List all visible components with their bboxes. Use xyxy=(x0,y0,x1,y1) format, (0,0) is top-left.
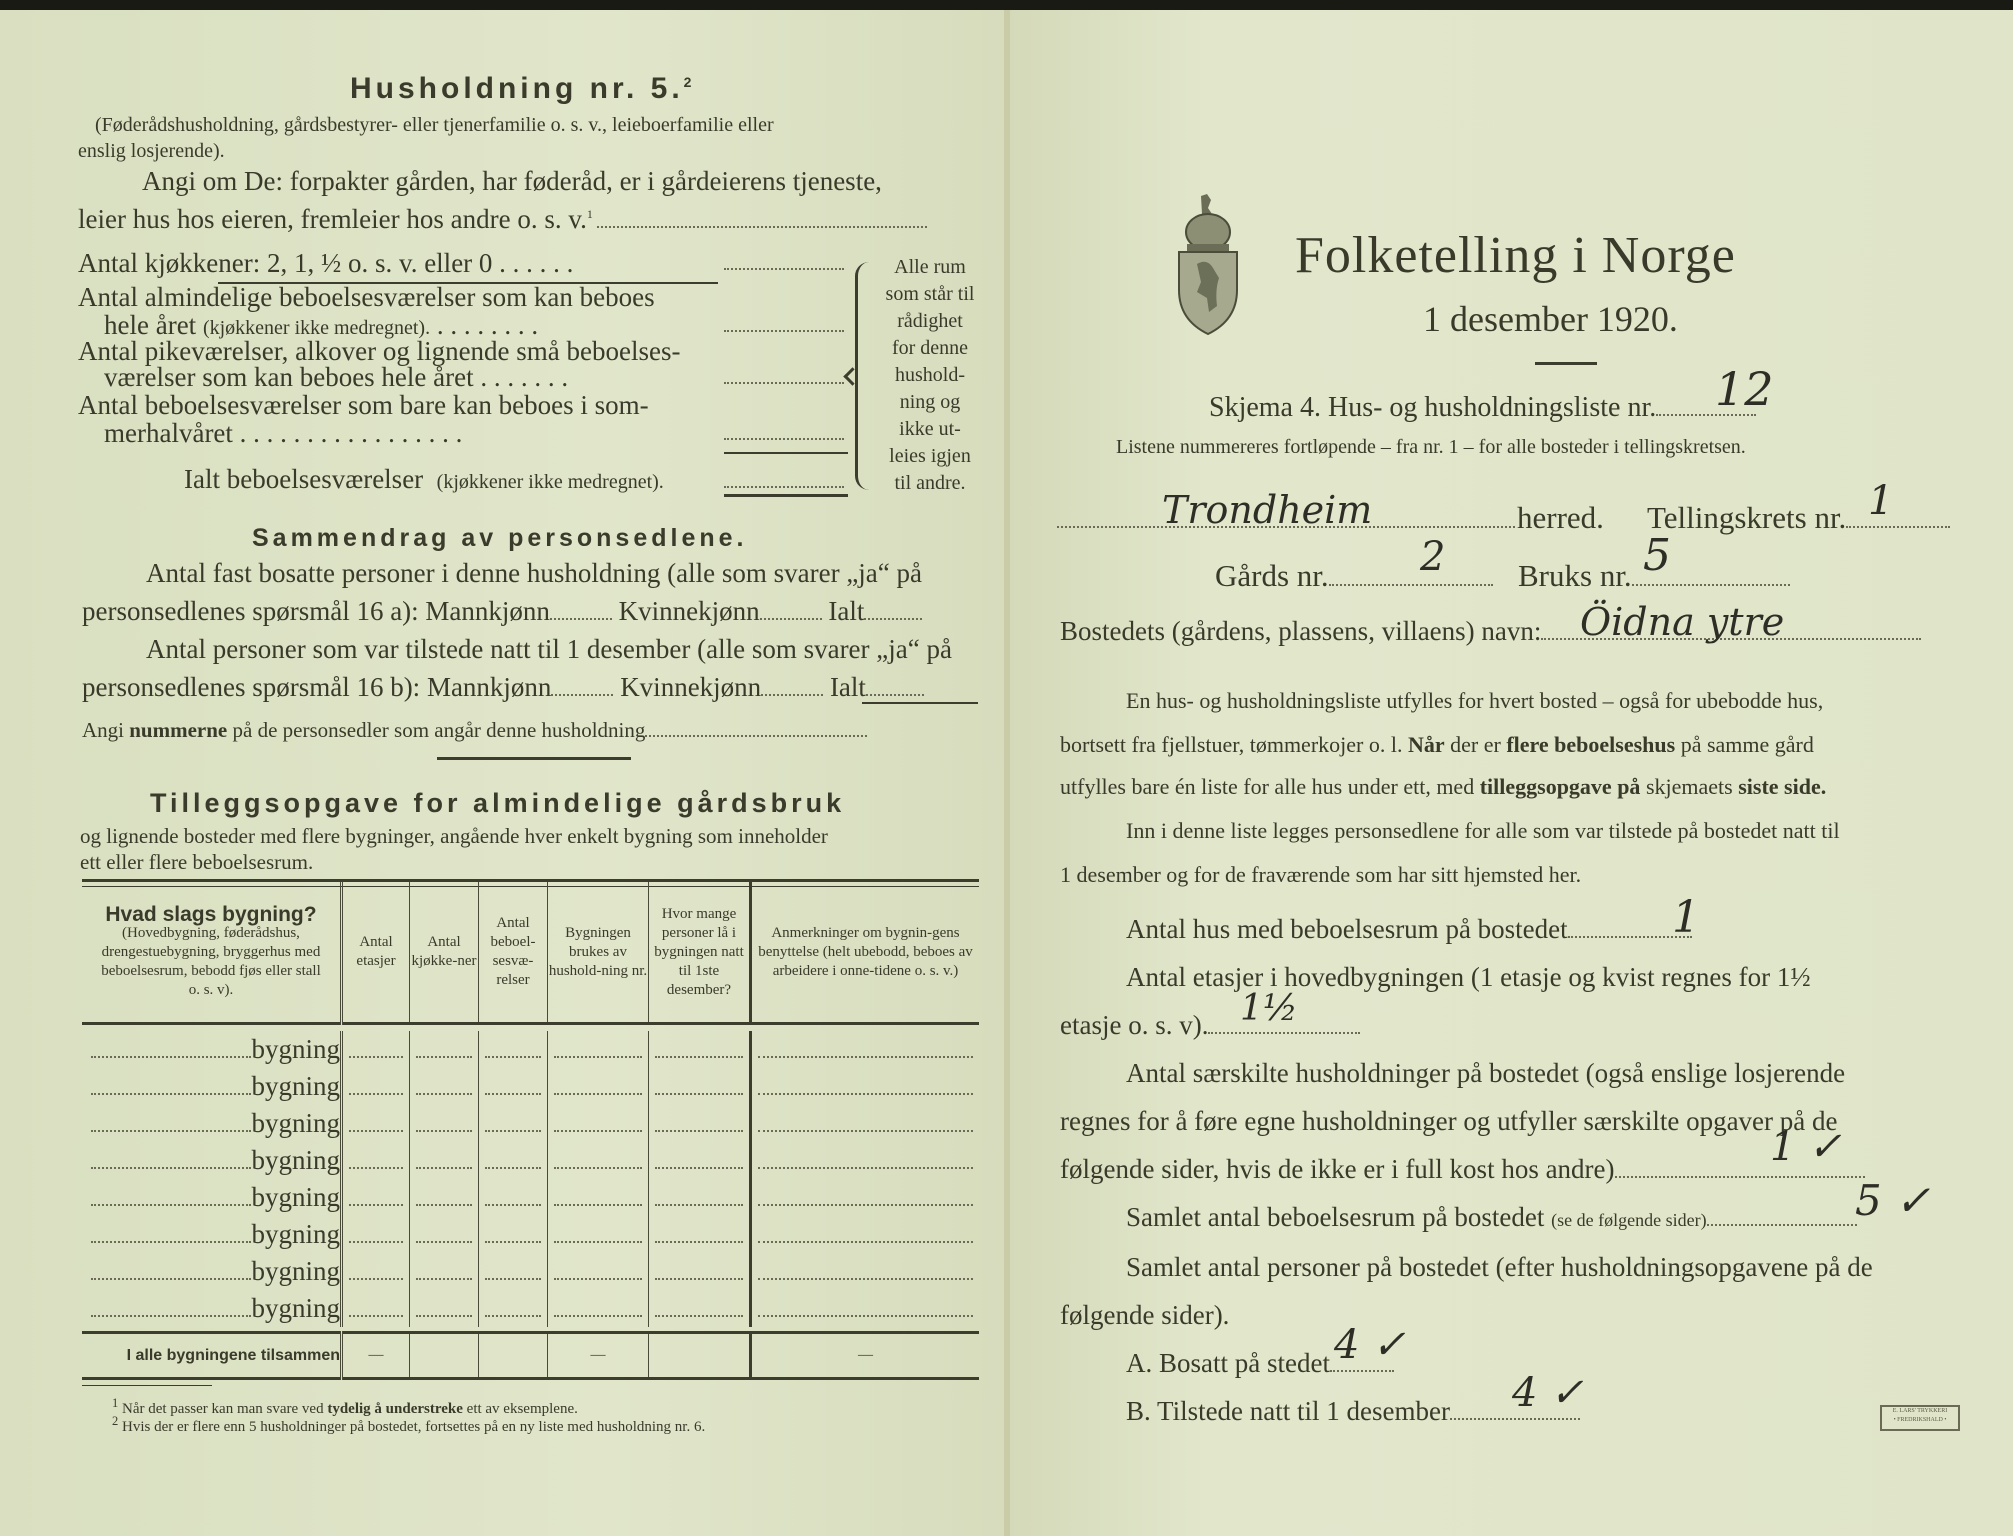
census-title: Folketelling i Norge xyxy=(1295,227,1736,284)
q-households-field[interactable] xyxy=(1615,1176,1865,1178)
norwegian-coat-of-arms-icon xyxy=(1175,192,1241,336)
table-total-row xyxy=(82,1333,979,1379)
maid-rooms-label: Antal pikeværelser, alkover og lignende små beboelses- xyxy=(78,336,681,366)
building-type-field[interactable] xyxy=(91,1315,251,1317)
building-type-field[interactable] xyxy=(91,1278,251,1280)
col-header-rooms: Antal beboel-sesvæ-relser xyxy=(479,882,548,1024)
tellingskrets-value: 1 xyxy=(1868,478,1894,524)
summary-a-female-field[interactable] xyxy=(760,618,822,620)
bruks-field[interactable] xyxy=(1632,584,1790,586)
summary-b-line1: Antal personer som var tilstede natt til 1 desember (alle som svarer „ja“ på xyxy=(146,634,952,664)
table-row: bygning xyxy=(82,1253,979,1290)
printer-stamp: E. LARS' TRYKKERI • FREDRIKSHALD • xyxy=(1880,1405,1960,1431)
buildings-table xyxy=(82,882,979,1382)
bruks-label: Bruks nr. xyxy=(1518,558,1790,594)
q-houses-value: 1 xyxy=(1672,892,1700,943)
footnote-1: $^1$ Når det passer kan man svare ved tydelig å understreke ett av eksemplene. xyxy=(112,1396,578,1417)
kitchens-field[interactable] xyxy=(724,268,844,270)
q-persons-line1: Samlet antal personer på bostedet (efter husholdningsopgavene på de xyxy=(1126,1252,1873,1282)
instructions-line2: bortsett fra fjellstuer, tømmerkojer o. l. Når der er flere beboelseshus på samme gård xyxy=(1060,732,1814,757)
summary-b-line2: personsedlenes spørsmål 16 b): Mannkjønn Kvinnekjønn Ialt xyxy=(82,672,924,703)
col-header-remarks: Anmerkninger om bygnin-gens benyttelse (helt ubebodd, beboes av arbeidere i onne-tidene o. s. v.) xyxy=(751,882,980,1024)
household-title: Husholdning nr. 5.$^2$ xyxy=(350,72,696,105)
building-type-field[interactable] xyxy=(91,1130,251,1132)
page-spine xyxy=(1004,10,1010,1536)
census-date: 1 desember 1920. xyxy=(1423,299,1678,339)
rooms-total-label: Ialt beboelsesværelser (kjøkkener ikke medregnet). xyxy=(184,464,664,494)
summer-rooms-field[interactable] xyxy=(724,438,844,440)
total-floors-dash: — xyxy=(342,1333,410,1379)
angi-line1: Angi om De: forpakter gården, har føderåd, er i gårdeierens tjeneste, xyxy=(142,166,882,196)
total-household-dash: — xyxy=(548,1333,649,1379)
building-type-field[interactable] xyxy=(91,1241,251,1243)
summary-a-total-field[interactable] xyxy=(864,618,922,620)
summary-b-female-field[interactable] xyxy=(761,694,823,696)
total-label: I alle bygningene tilsammen xyxy=(82,1333,342,1379)
kitchens-label: Antal kjøkkener: 2, 1, ½ o. s. v. eller 0 . . . . . . xyxy=(78,248,574,278)
instructions-line4: Inn i denne liste legges personsedlene for alle som var tilstede på bostedet natt til xyxy=(1126,818,1840,843)
gards-field[interactable] xyxy=(1329,584,1493,586)
q-rooms-field[interactable] xyxy=(1707,1224,1857,1226)
q-resident-value: 4 ✓ xyxy=(1334,1322,1406,1368)
person-numbers-field[interactable] xyxy=(645,735,867,737)
summary-b-total-field[interactable] xyxy=(866,694,924,696)
gards-label: Gårds nr. xyxy=(1215,558,1493,594)
table-row: bygning xyxy=(82,1142,979,1179)
q-floors-value: 1½ xyxy=(1240,988,1298,1029)
q-persons-line2: følgende sider). xyxy=(1060,1300,1230,1330)
ordinary-rooms-label2: hele året (kjøkkener ikke medregnet). . . . . . . . . xyxy=(104,310,539,340)
supplement-desc-line2: ett eller flere beboelsesrum. xyxy=(80,850,314,874)
building-type-field[interactable] xyxy=(91,1167,251,1169)
numbering-note: Listene nummereres fortløpende – fra nr. 1 – for alle bosteder i tellingskretsen. xyxy=(1116,436,1746,458)
supplement-desc-line1: og lignende bosteder med flere bygninger, angående hver enkelt bygning som inneholder xyxy=(80,824,828,848)
footnote-rule xyxy=(82,1385,212,1386)
q-floors-line1: Antal etasjer i hovedbygningen (1 etasje og kvist regnes for 1½ xyxy=(1126,962,1811,992)
table-row: bygning xyxy=(82,1179,979,1216)
herred-value: Trondheim xyxy=(1162,488,1373,532)
maid-rooms-label2: værelser som kan beboes hele året . . . . . . . xyxy=(104,362,569,392)
q-floors-line2: etasje o. s. v). xyxy=(1060,1010,1360,1041)
col-header-kitchens: Antal kjøkke-ner xyxy=(410,882,479,1024)
maid-rooms-field[interactable] xyxy=(724,382,844,384)
brace-icon xyxy=(855,262,872,490)
supplement-title: Tilleggsopgave for almindelige gårdsbruk xyxy=(150,788,846,818)
rooms-sum-rule xyxy=(724,452,848,454)
q-households-line1: Antal særskilte husholdninger på bostedet (også enslige losjerende xyxy=(1126,1058,1846,1088)
table-row: bygning xyxy=(82,1068,979,1105)
summary-b-male-field[interactable] xyxy=(551,694,613,696)
building-type-field[interactable] xyxy=(91,1093,251,1095)
ordinary-rooms-field[interactable] xyxy=(724,330,844,332)
q-rooms-value: 5 ✓ xyxy=(1855,1176,1931,1225)
total-remarks-dash: — xyxy=(751,1333,980,1379)
summer-rooms-label: Antal beboelsesværelser som bare kan beboes i som- xyxy=(78,390,649,420)
angi-nummerne: Angi nummerne på de personsedler som angår denne husholdning xyxy=(82,718,867,743)
list-number-value: 12 xyxy=(1715,362,1774,416)
angi-line2: leier hus hos eieren, fremleier hos andre o. s. v.$^1$ xyxy=(78,204,927,235)
building-type-field[interactable] xyxy=(91,1056,251,1058)
q-present-label: B. Tilstede natt til 1 desember xyxy=(1126,1396,1580,1427)
col-header-persons-slept: Hvor mange personer lå i bygningen natt til 1ste desember? xyxy=(649,882,751,1024)
section-divider xyxy=(437,757,631,760)
summary-a-line1: Antal fast bosatte personer i denne husholdning (alle som svarer „ja“ på xyxy=(146,558,922,588)
table-row: bygning xyxy=(82,1216,979,1253)
summary-a-line2: personsedlenes spørsmål 16 a): Mannkjønn Kvinnekjønn Ialt xyxy=(82,596,922,627)
tellingskrets-field[interactable] xyxy=(1846,526,1950,528)
footnote-2: $^2$ Hvis der er flere enn 5 husholdninger på bostedet, fortsettes på en ny liste med husholdning nr. 6. xyxy=(112,1414,706,1435)
table-row: bygning xyxy=(82,1031,979,1068)
q-floors-field[interactable] xyxy=(1208,1032,1360,1034)
instructions-line5: 1 desember og for de fraværende som har sitt hjemsted her. xyxy=(1060,862,1582,887)
bosted-label: Bostedets (gårdens, plassens, villaens) navn: xyxy=(1060,616,1921,647)
col-header-household-no: Bygningen brukes av hushold-ning nr. xyxy=(548,882,649,1024)
q-present-field[interactable] xyxy=(1450,1418,1580,1420)
bruks-value: 5 xyxy=(1643,530,1671,581)
household-intro-line2: enslig losjerende). xyxy=(78,140,225,162)
q-resident-field[interactable] xyxy=(1330,1370,1394,1372)
bosted-value: Öidna ytre xyxy=(1580,600,1785,644)
summer-rooms-label2: merhalvåret . . . . . . . . . . . . . . . . . xyxy=(104,418,463,448)
q-households-line2: regnes for å føre egne husholdninger og utfyller særskilte opgaver på de xyxy=(1060,1106,1838,1136)
q-present-value: 4 ✓ xyxy=(1512,1370,1584,1416)
summary-a-male-field[interactable] xyxy=(550,618,612,620)
gards-value: 2 xyxy=(1420,534,1446,580)
col-header-floors: Antal etasjer xyxy=(342,882,410,1024)
schema-label: Skjema 4. Hus- og husholdningsliste nr. xyxy=(1209,392,1756,424)
q-houses-label: Antal hus med beboelsesrum på bostedet xyxy=(1126,914,1692,945)
title-divider xyxy=(1535,362,1597,365)
brace-note: Alle rum som står til rådighet for denne hushold- ning og ikke ut- leies igjen til andre. xyxy=(885,256,975,494)
q-households-value: 1 ✓ xyxy=(1770,1124,1842,1170)
table-row: bygning xyxy=(82,1105,979,1142)
summary-title: Sammendrag av personsedlene. xyxy=(252,524,748,552)
q-resident-label: A. Bosatt på stedet xyxy=(1126,1348,1394,1379)
table-row: bygning xyxy=(82,1290,979,1327)
col-header-building-type: Hvad slags bygning? (Hovedbygning, føderådshus, drengestuebygning, bryggerhus med beboelsesrum, bebodd fjøs eller stall o. s. v). xyxy=(82,882,342,1024)
rooms-total-rule xyxy=(724,494,848,497)
angi-answer-field[interactable] xyxy=(597,226,927,228)
instructions-line1: En hus- og husholdningsliste utfylles for hvert bosted – også for ubebodde hus, xyxy=(1126,688,1824,713)
household-intro-line1: (Føderådshusholdning, gårdsbestyrer- eller tjenerfamilie o. s. v., leieboerfamilie eller xyxy=(95,114,774,136)
rooms-total-field[interactable] xyxy=(724,486,844,488)
instructions-line3: utfylles bare én liste for alle hus under ett, med tilleggsopgave på skjemaets siste side. xyxy=(1060,774,1827,799)
summary-total-rule xyxy=(862,702,978,704)
herred-label: herred. xyxy=(1517,500,1604,535)
table-header-row xyxy=(82,882,979,1024)
q-rooms-label: Samlet antal beboelsesrum på bostedet (se de følgende sider) xyxy=(1126,1202,1857,1233)
building-type-field[interactable] xyxy=(91,1204,251,1206)
q-households-line3: følgende sider, hvis de ikke er i full kost hos andre) xyxy=(1060,1154,1865,1185)
ordinary-rooms-label: Antal almindelige beboelsesværelser som kan beboes xyxy=(78,282,655,312)
tellingskrets-label: Tellingskrets nr. xyxy=(1647,500,1950,536)
